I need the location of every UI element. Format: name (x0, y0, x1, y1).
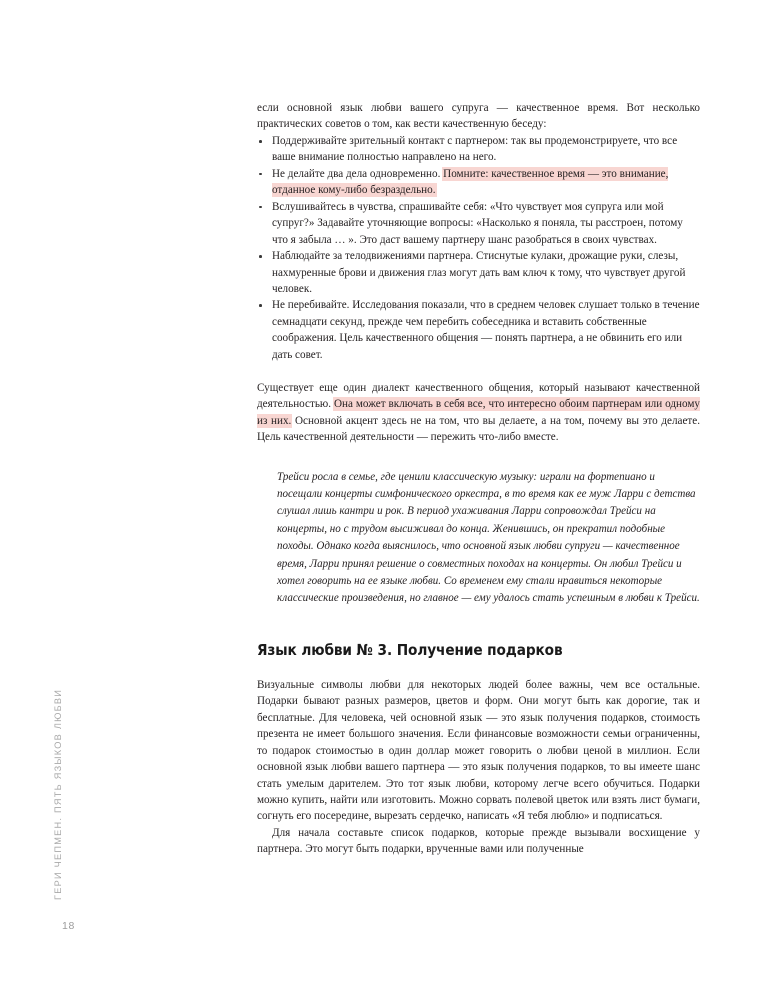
bullet-text: Не перебивайте. Исследования показали, что в среднем человек слушает только в течение семнадцати секунд, прежде чем перебить собеседника и вставить собственные соображения. Цель качественного общения — понять партнера, а не обвинить его или дать совет. (272, 299, 700, 361)
dialect-paragraph (257, 380, 700, 446)
bullet-text: Поддерживайте зрительный контакт с партнером: так вы продемонстрируете, что все ваше внимание полностью направлено на него. (272, 134, 678, 164)
list-item (257, 199, 700, 248)
list-item (257, 166, 700, 199)
list-item (257, 133, 700, 166)
dialect-text-before: Существует еще один диалект качественного общения, который называют качественной деятельностью. (257, 381, 700, 411)
bullet-text: Наблюдайте за телодвижениями партнера. Стиснутые кулаки, дрожащие руки, слезы, нахмуренные брови и движения глаз могут дать вам ключ к тому, что чувствует другой человек. (272, 250, 686, 295)
gifts-paragraph-2: Для начала составьте список подарков, которые прежде вызывали восхищение у партнера. Это могут быть подарки, врученные вами или полученные (257, 826, 700, 856)
gifts-paragraph-1: Визуальные символы любви для некоторых людей более важны, чем все остальные. Подарки бывают разных размеров, цветов и форм. Они могут быть как дорогие, так и бесплатные. Для человека, чей основной язык — это язык получения подарков, стоимость презента не имеет большого значения. Если финансовые возможности семьи ограниченны, то подарок стоимостью в один доллар может говорить о любви ценой в миллион. Если основной язык любви вашего партнера — это язык получения подарков, то вы имеете шанс стать умелым дарителем. Это тот язык любви, которому легче всего обучиться. Подарки можно купить, найти или изготовить. Можно сорвать полевой цветок или взять лист бумаги, согнуть его посередине, вырезать сердечко, написать «Я тебя люблю» и подписаться. (257, 678, 700, 823)
bullet-text: Вслушивайтесь в чувства, спрашивайте себя: «Что чувствует моя супруга или мой супруг?» Задавайте уточняющие вопросы: «Насколько я поняла, ты расстроен, потому что я забыла … ». Это даст вашему партнеру шанс разобраться в своих чувствах. (272, 200, 683, 246)
page-number: 18 (62, 920, 75, 932)
text-column (257, 100, 700, 858)
anecdote-quote: Трейси росла в семье, где ценили классическую музыку: играли на фортепиано и посещали концерты симфонического оркестра, в то время как ее муж Ларри с детства слушал лишь кантри и рок. В период ухаживания Ларри сопровождал Трейси на концерты, но с трудом высиживал до конца. Женившись, он прекратил подобные походы. Однако когда выяснилось, что основной язык любви супруги — качественное время, Ларри принял решение о совместных походах на концерты. Он любил Трейси и хотел говорить на ее языке любви. Со временем ему стали нравиться некоторые классические произведения, но главное — ему удалось стать успешным в любви к Трейси. (277, 470, 700, 605)
running-head: ГЕРИ ЧЕПМЕН. ПЯТЬ ЯЗЫКОВ ЛЮБВИ (53, 688, 63, 900)
section-heading: Язык любви № 3. Получение подарков (257, 640, 563, 659)
list-item (257, 248, 700, 297)
highlighted-text: Она может включать в себя все, что интересно обоим партнерам или одному из них. (257, 398, 700, 427)
bullet-text: Не делайте два дела одновременно. (272, 167, 444, 180)
highlighted-text: Помните: качественное время — это внимание, отданное кому-либо безраздельно. (272, 167, 669, 197)
advice-bullet-list (257, 133, 700, 363)
dialect-text-after: Основной акцент здесь не на том, что вы делаете, а на том, почему вы это делаете. Цель качественной деятельности — пережить что-либо вместе. (257, 414, 700, 444)
lead-paragraph: если основной язык любви вашего супруга — качественное время. Вот несколько практических советов о том, как вести качественную беседу: (257, 102, 700, 131)
list-item (257, 297, 700, 363)
